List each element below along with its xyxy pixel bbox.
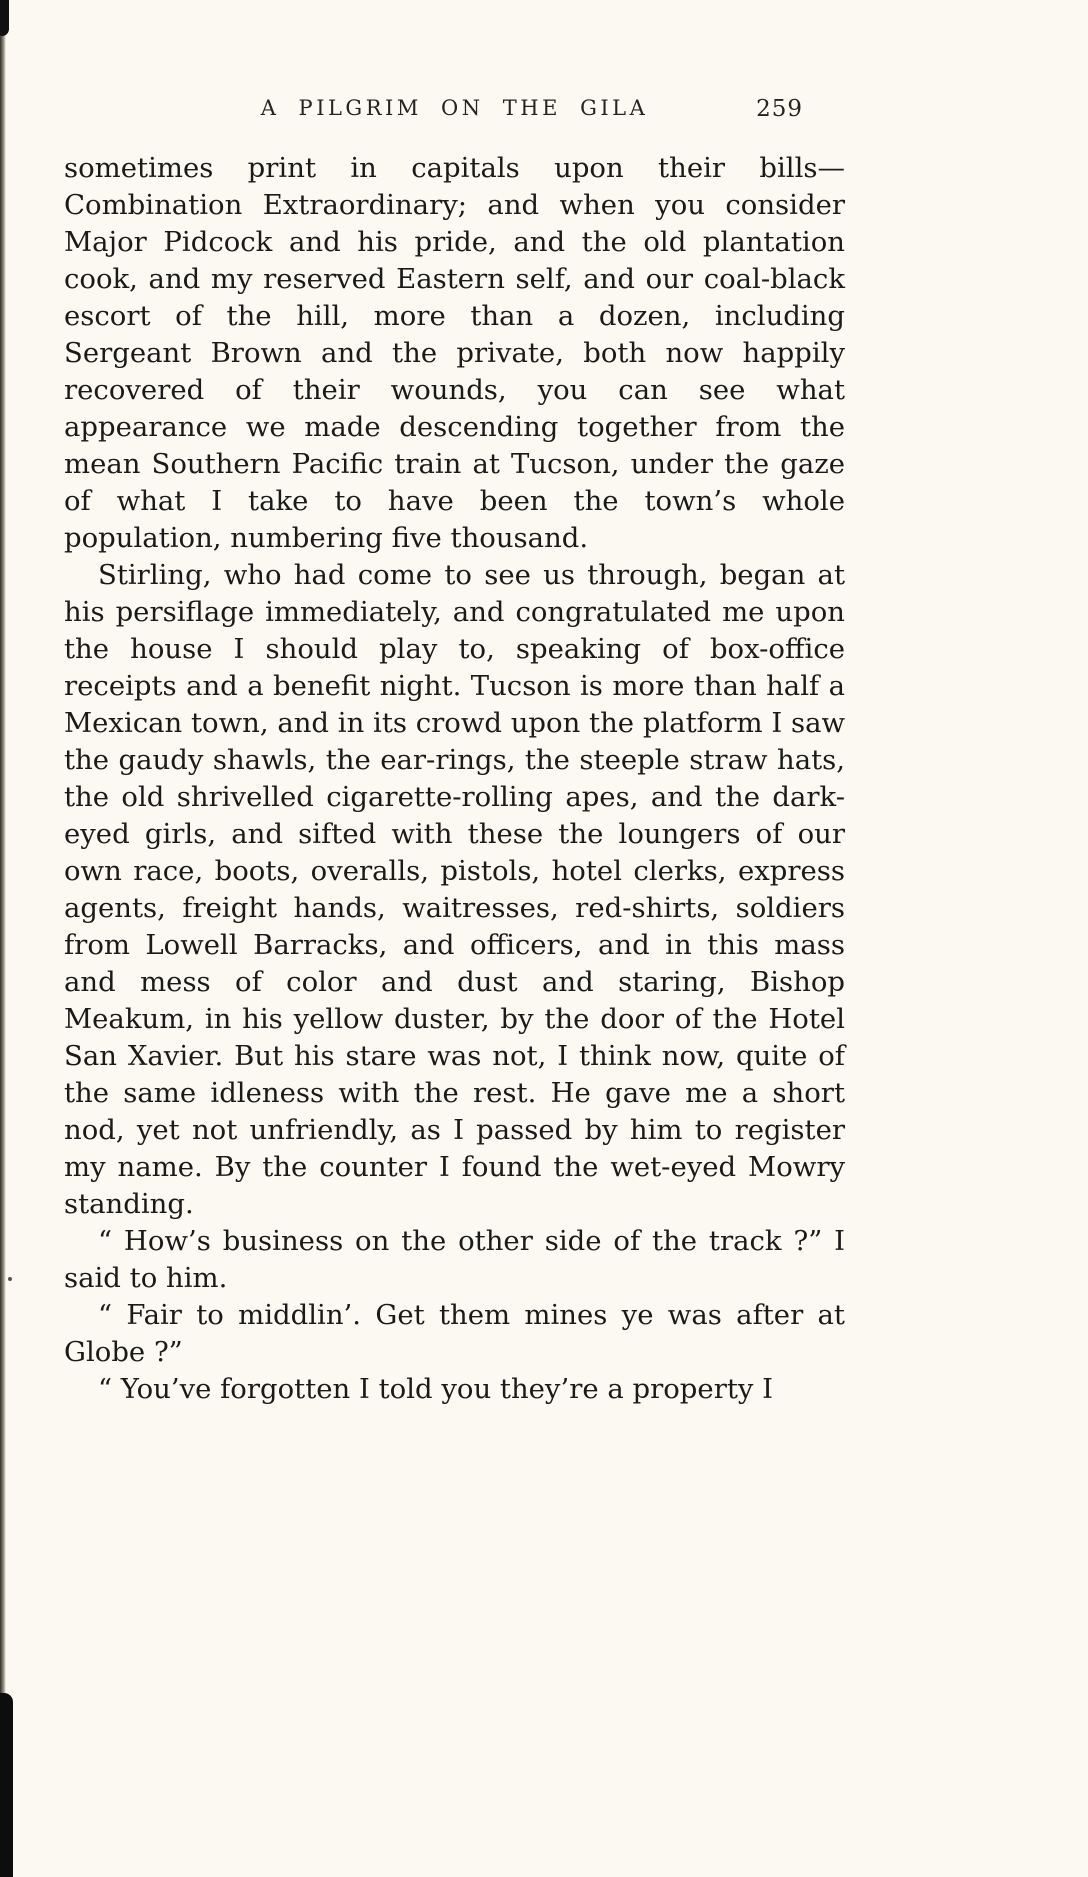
paragraph: “ How’s business on the other side of the track ?” I said to him. xyxy=(64,1225,845,1294)
paragraph: sometimes print in capitals upon their bills—Combination Extraordinary; and when you consider Major Pidcock and his pride, and the old plantation cook, and my reserved Eastern self, and our coal-black escort of the hill, more than a dozen, including Sergeant Brown and the private, both now happily recovered of their wounds, you can see what appearance we made descending together from the mean Southern Pacific train at Tucson, under the gaze of what I take to have been the town’s whole population, numbering five thousand. xyxy=(64,152,845,554)
scan-edge-shadow xyxy=(0,0,6,1877)
page-header xyxy=(64,96,845,130)
running-title: A PILGRIM ON THE GILA xyxy=(260,96,649,120)
scan-artifact-bottom-left xyxy=(0,1693,13,1877)
page-number: 259 xyxy=(756,96,803,122)
text-block xyxy=(64,150,845,1408)
paragraph: Stirling, who had come to see us through, began at his persiflage immediately, and congratulated me upon the house I should play to, speaking of box-office receipts and a benefit night. Tucson is more than half a Mexican town, and in its crowd upon the platform I saw the gaudy shawls, the ear-rings, the steeple straw hats, the old shrivelled cigarette-rolling apes, and the dark-eyed girls, and sifted with these the loungers of our own race, boots, overalls, pistols, hotel clerks, express agents, freight hands, waitresses, red-shirts, soldiers from Lowell Barracks, and officers, and in this mass and mess of color and dust and staring, Bishop Meakum, in his yellow duster, by the door of the Hotel San Xavier. But his stare was not, I think now, quite of the same idleness with the rest. He gave me a short nod, yet not unfriendly, as I passed by him to register my name. By the counter I found the wet-eyed Mowry standing. xyxy=(64,559,846,1220)
scan-speck xyxy=(8,1277,12,1281)
paragraph: “ You’ve forgotten I told you they’re a property I xyxy=(98,1373,774,1405)
scan-artifact-top-left xyxy=(0,0,9,36)
paragraph: “ Fair to middlin’. Get them mines ye was after at Globe ?” xyxy=(64,1299,845,1368)
